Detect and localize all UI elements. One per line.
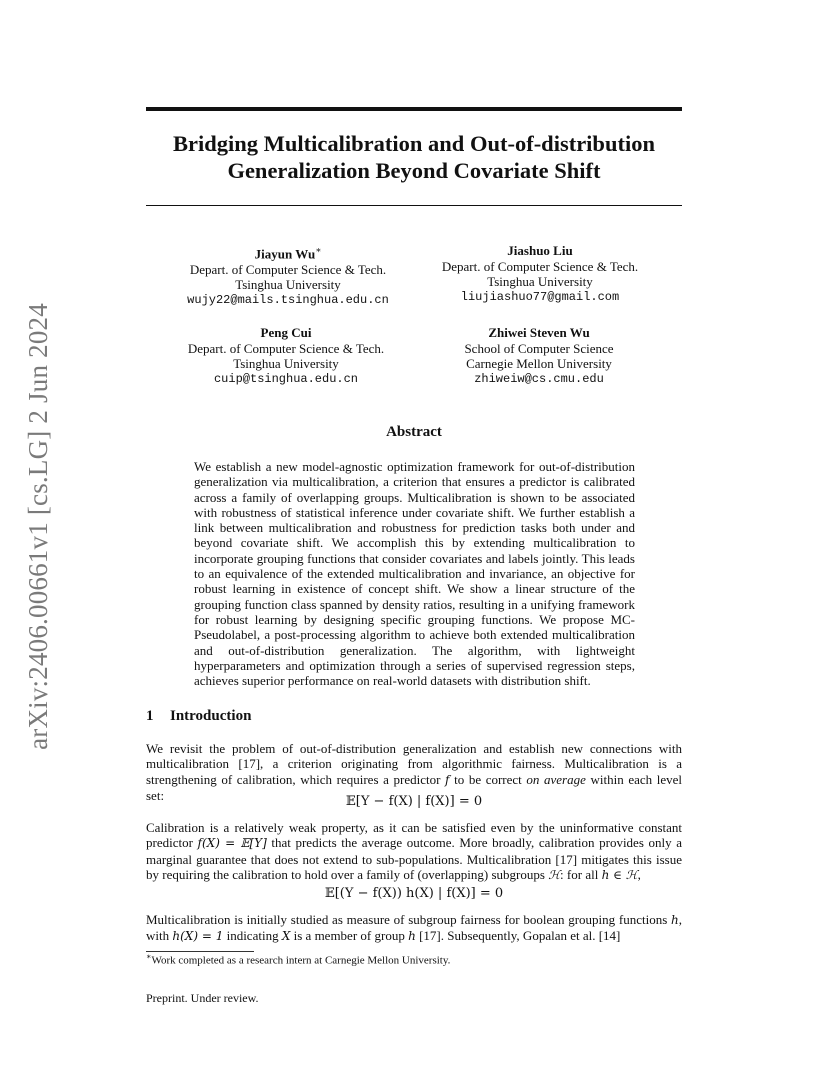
math-inline: f [445,772,450,787]
intro-paragraph-3: Multicalibration is initially studied as measure of subgroup fairness for boolean grouping functions h, with h(X) = 1 indicating X is a member of group h [17]. Subsequently, Gopalan et al. [14] [146,912,682,944]
author-institution: Tsinghua University [233,356,339,371]
author-institution: Tsinghua University [487,274,593,289]
title-rule-bottom [146,205,682,206]
equation-calibration: 𝔼[Y − f(X) | f(X)] = 0 [345,794,483,809]
author-block [158,243,418,308]
abstract-text: We establish a new model-agnostic optimization framework for out-of-distribution generalization via multicalibration, a criterion that ensures a predictor is calibrated across a family of overlapping groups. Multicalibration is shown to be associated with robustness of statistical inference under covariate shift. We further establish a link between multicalibration and robustness for prediction tasks both under and beyond covariate shift. We accomplish this by extending multicalibration to incorporate grouping functions that consider covariates and labels jointly. This leads to an equivalence of the extended multicalibration and invariance, an objective for robust learning in existence of concept shift. We show a linear structure of the grouping function class spanned by density ratios, resulting in a unifying framework for robust learning by designing specific grouping functions. We propose MC-Pseudolabel, a post-processing algorithm to achieve both extended multicalibration and out-of-distribution generalization. The algorithm, with lightweight hyperparameters and optimization through a series of supervised regression steps, achieves superior performance on real-world datasets with distribution shift. [194,459,635,689]
equation-multicalibration: 𝔼[(Y − f(X)) h(X) | f(X)] = 0 [324,886,504,901]
math-inline: X [281,929,291,944]
author-email: wujy22@mails.tsinghua.edu.cn [187,292,389,307]
author-name: Zhiwei Steven Wu [488,325,590,340]
section-title: Introduction [170,708,252,724]
author-name: Peng Cui [260,325,312,340]
author-name: Jiashuo Liu [507,243,573,258]
author-block [156,325,416,387]
author-institution: Tsinghua University [235,277,341,293]
emphasis: on average [526,771,586,787]
author-affiliation: School of Computer Science [464,340,614,356]
footer-note: Preprint. Under review. [146,991,259,1005]
author-affiliation: Depart. of Computer Science & Tech. [187,340,385,356]
math-inline: h [671,913,679,927]
intro-paragraph-2: Calibration is a relatively weak property, as it can be satisfied even by the uninformative constant predictor f(X) = 𝔼[Y] that predicts the average outcome. More broadly, calibration provides only a marginal guarantee that does not extend to sub-populations. Multicalibration [17] mitigates this issue by requiring the calibration to hold over a family of (overlapping) subgroups ℋ: for all h ∈ ℋ, [146,820,683,882]
section-number: 1 [146,708,154,724]
arxiv-identifier [20,300,56,752]
author-email: zhiweiw@cs.cmu.edu [474,371,604,386]
section-heading [146,708,251,725]
author-email: liujiashuo77@gmail.com [460,289,620,304]
author-block [409,325,669,387]
title-rule-top [146,107,682,111]
math-inline: h [408,929,416,944]
arxiv-identifier-text: arXiv:2406.00661v1 [cs.LG] 2 Jun 2024 [22,302,53,750]
math-inline: h ∈ ℋ [601,867,638,882]
author-affiliation: Depart. of Computer Science & Tech. [441,258,639,274]
footnote: ∗Work completed as a research intern at Carnegie Mellon University. [146,952,451,967]
abstract-heading: Abstract [386,424,442,440]
math-inline: h(X) = 1 [172,929,224,944]
math-inline: ℋ [548,867,561,882]
author-name: Jiayun Wu∗ [254,245,322,262]
author-institution: Carnegie Mellon University [466,356,612,371]
paper-title: Bridging Multicalibration and Out-of-distribution Generalization Beyond Covariate Shift [173,131,655,183]
author-email: cuip@tsinghua.edu.cn [213,371,359,386]
math-inline: f(X) = 𝔼[Y] [197,836,267,851]
intro-paragraph-1: We revisit the problem of out-of-distribution generalization and establish new connections with multicalibration [17], a criterion originating from algorithmic fairness. Multicalibration is a strengthening of calibration, which requires a predictor f to be correct on average within each level set: [146,741,682,803]
author-affiliation: Depart. of Computer Science & Tech. [189,261,387,277]
author-block [410,243,670,305]
